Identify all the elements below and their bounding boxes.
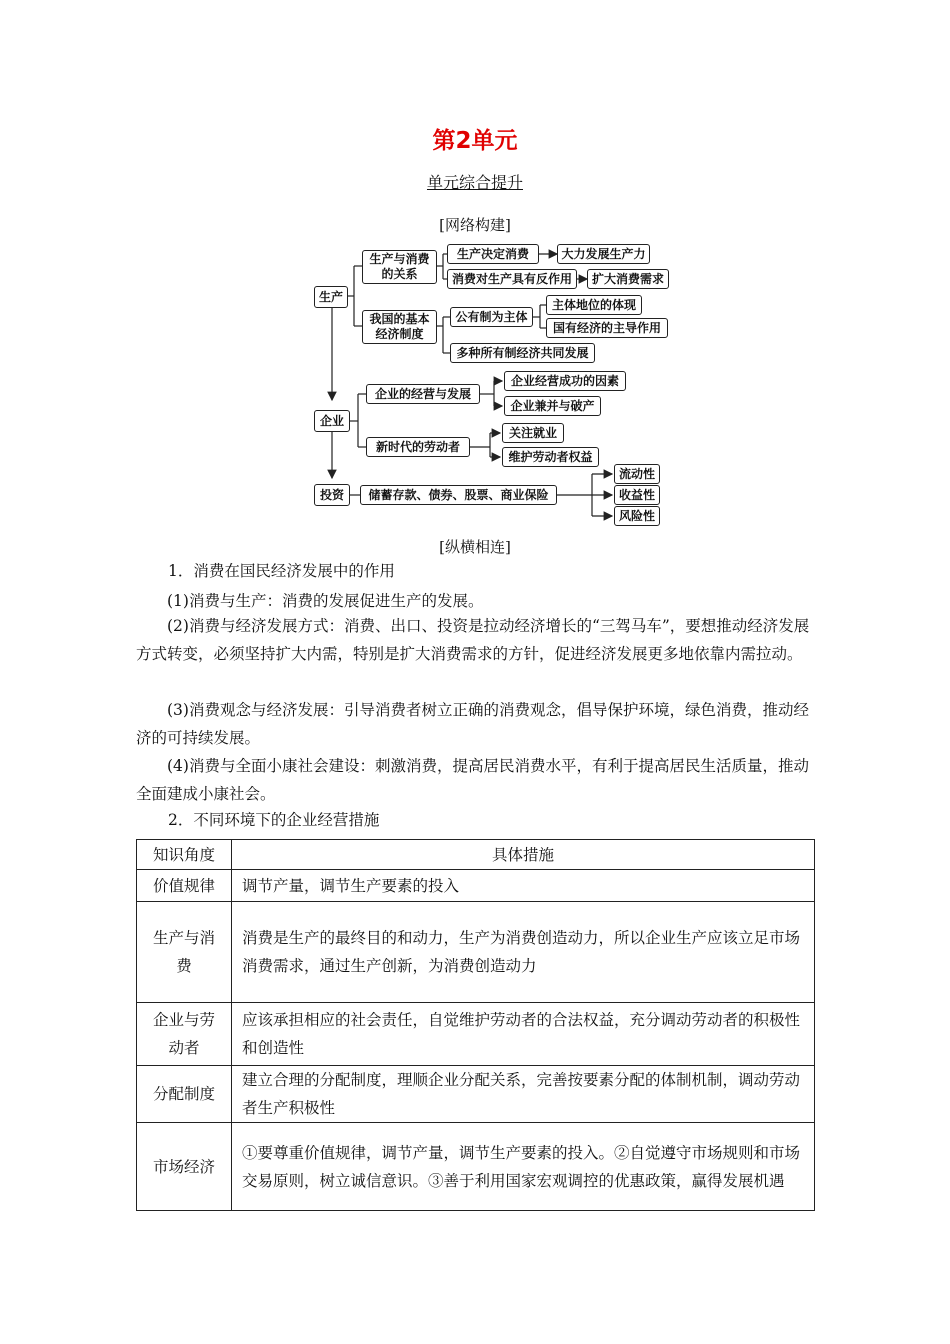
node-prod-consume-line2: 的关系 (381, 267, 418, 281)
node-production: 生产 (314, 286, 348, 308)
table-cell-measure: ①要尊重价值规律，调节产量，调节生产要素的投入。②自觉遵守市场规则和市场交易原则，树立诚信意识。③善于利用国家宏观调控的优惠政策，赢得发展机遇 (232, 1123, 815, 1211)
node-develop-prod: 大力发展生产力 (557, 244, 650, 264)
heading-enterprise-measures: 2．不同环境下的企业经营措施 (168, 811, 380, 829)
node-enterprise-operations: 企业的经营与发展 (366, 384, 480, 404)
table-cell-angle: 分配制度 (137, 1066, 232, 1123)
table-row (137, 1066, 815, 1123)
node-investment: 投资 (314, 484, 350, 506)
table-cell-angle: 市场经济 (137, 1123, 232, 1211)
table-cell-measure: 调节产量，调节生产要素的投入 (232, 870, 815, 902)
table-cell-angle: 生产与消费 (137, 902, 232, 1003)
node-expand-demand: 扩大消费需求 (587, 269, 669, 289)
node-multi-ownership: 多种所有制经济共同发展 (450, 343, 595, 363)
page-subtitle: 单元综合提升 (426, 173, 523, 192)
table-row (137, 1003, 815, 1066)
heading-consumption-role: 1．消费在国民经济发展中的作用 (168, 562, 395, 580)
paragraph-2: (2)消费与经济发展方式：消费、出口、投资是拉动经济增长的“三驾马车”，要想推动经济发展方式转变，必须坚持扩大内需，特别是扩大消费需求的方针，促进经济发展更多地依靠内需拉动。 (136, 617, 810, 663)
paragraph-3: (3)消费观念与经济发展：引导消费者树立正确的消费观念，倡导保护环境，绿色消费，推动经济的可持续发展。 (136, 701, 809, 747)
table-header-measures: 具体措施 (232, 840, 815, 870)
node-merger-bankruptcy: 企业兼并与破产 (504, 396, 601, 416)
node-consume-react: 消费对生产具有反作用 (447, 269, 577, 289)
node-public-main: 公有制为主体 (450, 307, 533, 327)
table-cell-measure: 消费是生产的最终目的和动力，生产为消费创造动力，所以企业生产应该立足市场消费需求，通过生产创新，为消费创造动力 (232, 902, 815, 1003)
page-title: 第2单元 (432, 128, 518, 154)
node-basic-system-line1: 我国的基本 (369, 312, 430, 326)
table-header-row (137, 840, 815, 870)
node-basic-system (362, 310, 437, 344)
section-label-network: [网络构建] (439, 216, 511, 234)
table-cell-measure: 应该承担相应的社会责任，自觉维护劳动者的合法权益，充分调动劳动者的积极性和创造性 (232, 1003, 815, 1066)
node-success-factors: 企业经营成功的因素 (504, 371, 626, 391)
table-row (137, 870, 815, 902)
node-employment: 关注就业 (502, 423, 564, 443)
node-new-workers: 新时代的劳动者 (366, 437, 470, 457)
node-investment-types: 储蓄存款、债券、股票、商业保险 (360, 485, 557, 505)
table-cell-angle: 价值规律 (137, 870, 232, 902)
node-profitability: 收益性 (614, 485, 660, 505)
node-prod-consume (362, 250, 437, 284)
node-risk: 风险性 (614, 506, 660, 526)
node-basic-system-line2: 经济制度 (375, 327, 424, 341)
node-main-status: 主体地位的体现 (546, 295, 642, 315)
table-cell-measure: 建立合理的分配制度，理顺企业分配关系，完善按要素分配的体制机制，调动劳动者生产积极性 (232, 1066, 815, 1123)
node-worker-rights: 维护劳动者权益 (502, 447, 599, 467)
measures-table (136, 839, 815, 1211)
node-enterprise: 企业 (314, 410, 350, 432)
node-state-leading: 国有经济的主导作用 (546, 318, 668, 338)
table-row (137, 1123, 815, 1211)
table-row (137, 902, 815, 1003)
node-prod-consume-line1: 生产与消费 (369, 252, 430, 266)
table-header-angle: 知识角度 (137, 840, 232, 870)
section-label-links: [纵横相连] (439, 538, 511, 556)
concept-map (0, 0, 950, 540)
paragraph-1: (1)消费与生产：消费的发展促进生产的发展。 (167, 592, 484, 610)
node-prod-decides: 生产决定消费 (447, 244, 539, 264)
table-cell-angle: 企业与劳动者 (137, 1003, 232, 1066)
node-liquidity: 流动性 (614, 464, 660, 484)
paragraph-4: (4)消费与全面小康社会建设：刺激消费，提高居民消费水平，有利于提高居民生活质量，推动全面建成小康社会。 (136, 757, 809, 803)
